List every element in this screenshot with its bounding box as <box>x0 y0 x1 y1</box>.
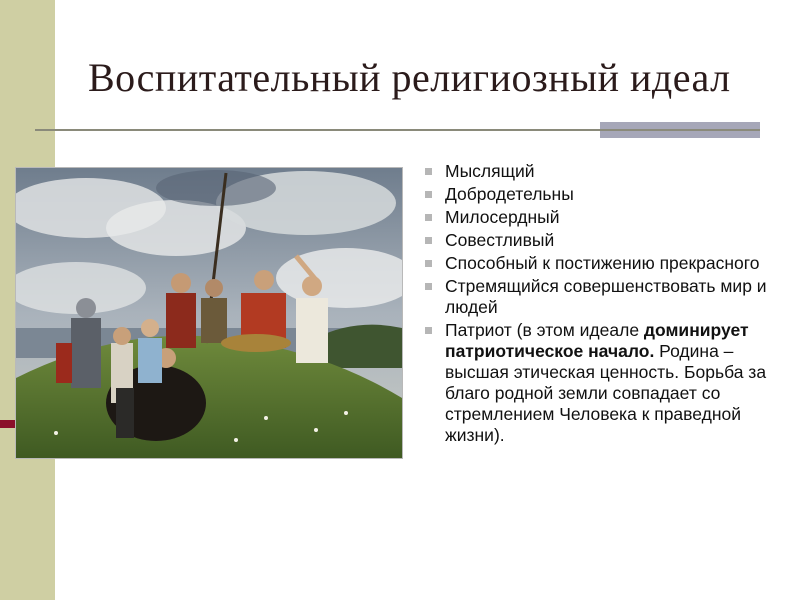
list-item: Способный к постижению прекрасного <box>425 253 780 274</box>
bullet-marker-icon <box>425 214 432 221</box>
list-item: Мыслящий <box>425 161 780 182</box>
slide-title: Воспитательный религиозный идеал <box>88 55 731 100</box>
list-item: Милосердный <box>425 207 780 228</box>
list-item: Стремящийся совершенствовать мир и людей <box>425 276 780 318</box>
divider-block <box>600 122 760 138</box>
list-item: Совестливый <box>425 230 780 251</box>
list-item-patriot: Патриот (в этом идеале доминирует патриотическое начало. Родина – высшая этическая ценность. Борьба за благо родной земли совпадает со стремлением Человека к праведной жизни). <box>425 320 780 446</box>
bullet-marker-icon <box>425 260 432 267</box>
painting-illustration <box>16 168 402 458</box>
title-divider <box>35 129 600 131</box>
painting-image <box>15 167 403 459</box>
bullet-marker-icon <box>425 168 432 175</box>
list-item: Добродетельны <box>425 184 780 205</box>
bullet-marker-icon <box>425 327 432 334</box>
bullet-marker-icon <box>425 283 432 290</box>
bullet-marker-icon <box>425 191 432 198</box>
bullet-list <box>425 161 780 448</box>
bullet-marker-icon <box>425 237 432 244</box>
